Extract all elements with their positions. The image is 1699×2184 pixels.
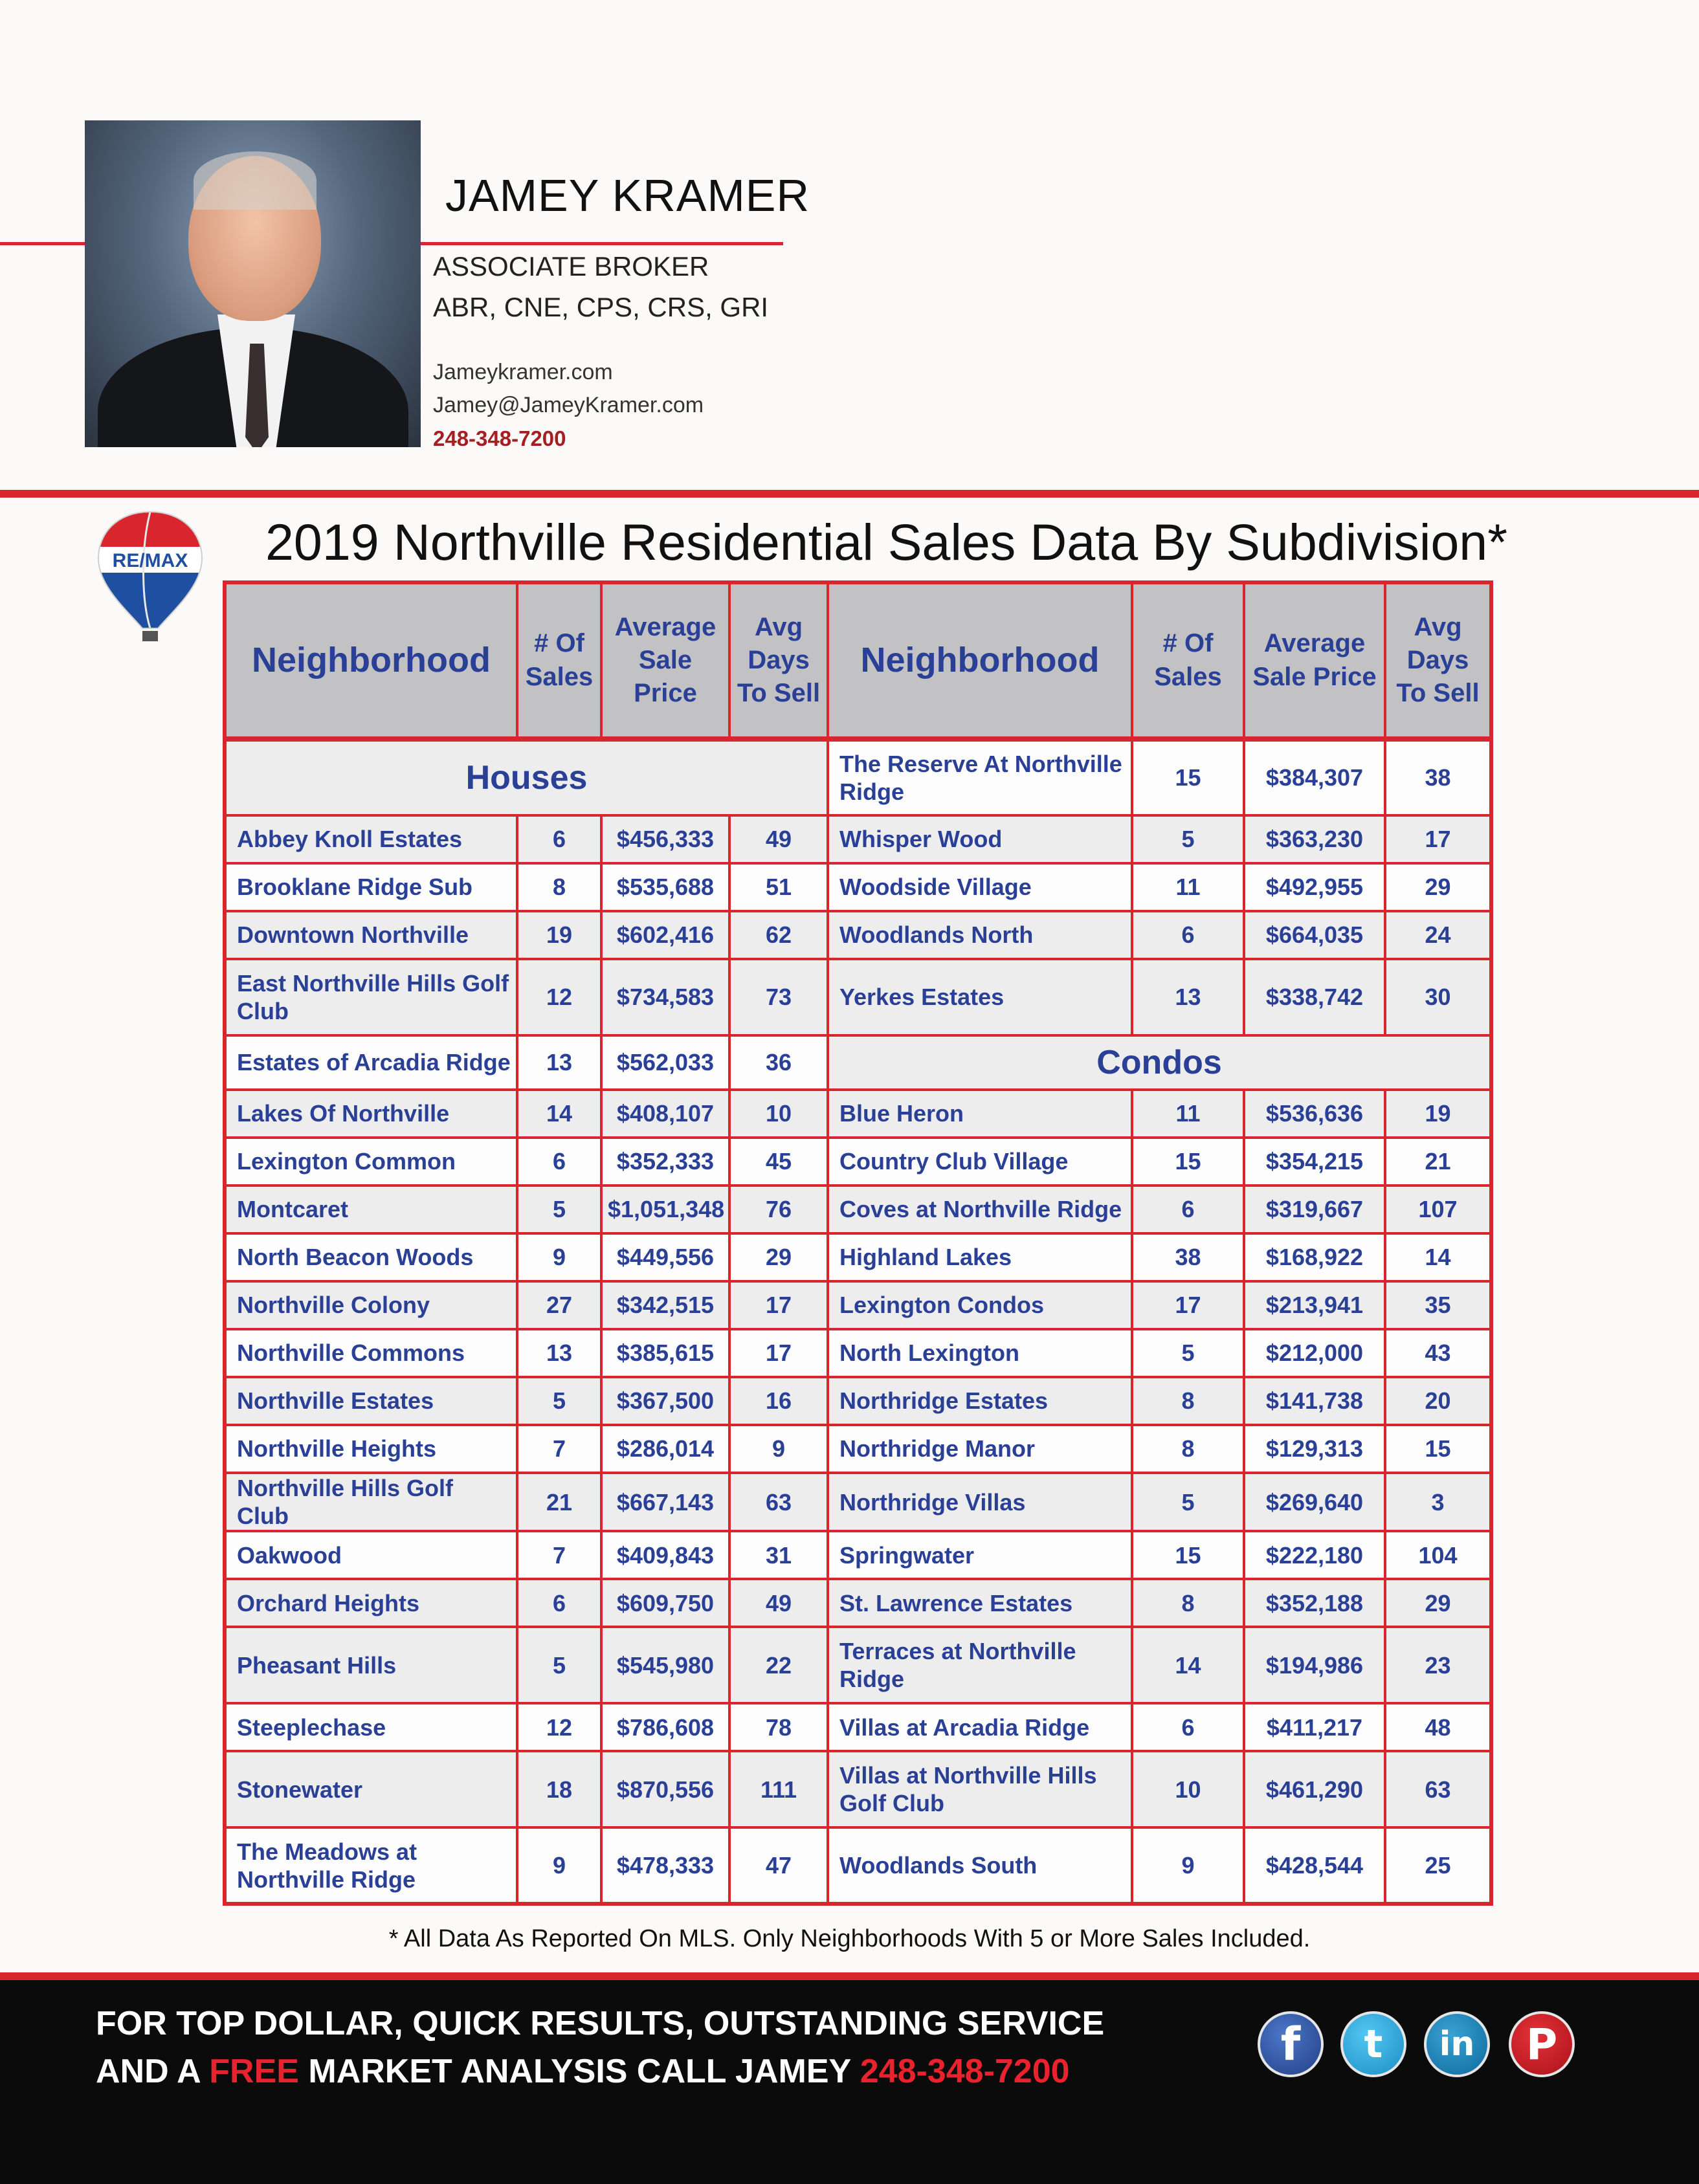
sales-count-cell: 15 bbox=[1132, 1138, 1244, 1186]
neighborhood-cell: Northville Commons bbox=[225, 1329, 517, 1377]
neighborhood-cell: Lexington Common bbox=[225, 1138, 517, 1186]
sales-count-cell: 5 bbox=[517, 1186, 601, 1233]
column-header-price: Average Sale Price bbox=[1244, 582, 1385, 739]
sales-count-cell: 7 bbox=[517, 1531, 601, 1579]
avg-price-cell: $319,667 bbox=[1244, 1186, 1385, 1233]
table-row bbox=[225, 1035, 1491, 1090]
avg-days-cell: 45 bbox=[729, 1138, 828, 1186]
table-row bbox=[225, 863, 1491, 911]
avg-days-cell: 73 bbox=[729, 959, 828, 1035]
neighborhood-cell: Northville Colony bbox=[225, 1281, 517, 1329]
avg-days-cell: 20 bbox=[1385, 1377, 1491, 1425]
table-row bbox=[225, 911, 1491, 959]
neighborhood-cell: Villas at Northville Hills Golf Club bbox=[828, 1751, 1132, 1827]
sales-count-cell: 13 bbox=[1132, 959, 1244, 1035]
sales-count-cell: 12 bbox=[517, 1703, 601, 1751]
avg-days-cell: 15 bbox=[1385, 1425, 1491, 1473]
sales-count-cell: 13 bbox=[517, 1035, 601, 1090]
avg-price-cell: $352,188 bbox=[1244, 1579, 1385, 1627]
linkedin-icon[interactable]: in bbox=[1424, 2011, 1490, 2077]
neighborhood-cell: Montcaret bbox=[225, 1186, 517, 1233]
neighborhood-cell: Blue Heron bbox=[828, 1090, 1132, 1138]
neighborhood-cell: Oakwood bbox=[225, 1531, 517, 1579]
neighborhood-cell: Downtown Northville bbox=[225, 911, 517, 959]
neighborhood-cell: Yerkes Estates bbox=[828, 959, 1132, 1035]
avg-days-cell: 49 bbox=[729, 1579, 828, 1627]
avg-days-cell: 104 bbox=[1385, 1531, 1491, 1579]
agent-photo bbox=[85, 120, 421, 447]
table-row bbox=[225, 1627, 1491, 1703]
sales-count-cell: 15 bbox=[1132, 739, 1244, 815]
sales-count-cell: 9 bbox=[517, 1233, 601, 1281]
table-row bbox=[225, 1233, 1491, 1281]
avg-price-cell: $664,035 bbox=[1244, 911, 1385, 959]
avg-days-cell: 9 bbox=[729, 1425, 828, 1473]
avg-days-cell: 62 bbox=[729, 911, 828, 959]
table-row bbox=[225, 1090, 1491, 1138]
neighborhood-cell: Abbey Knoll Estates bbox=[225, 815, 517, 863]
avg-price-cell: $870,556 bbox=[601, 1751, 729, 1827]
neighborhood-cell: Woodlands South bbox=[828, 1827, 1132, 1904]
table-row bbox=[225, 1281, 1491, 1329]
neighborhood-cell: The Reserve At Northville Ridge bbox=[828, 739, 1132, 815]
sales-count-cell: 5 bbox=[517, 1377, 601, 1425]
neighborhood-cell: Orchard Heights bbox=[225, 1579, 517, 1627]
remax-balloon-icon bbox=[96, 508, 205, 650]
neighborhood-cell: Terraces at Northville Ridge bbox=[828, 1627, 1132, 1703]
top-divider bbox=[0, 490, 1699, 498]
avg-price-cell: $667,143 bbox=[601, 1473, 729, 1531]
sales-count-cell: 5 bbox=[1132, 1329, 1244, 1377]
neighborhood-cell: Estates of Arcadia Ridge bbox=[225, 1035, 517, 1090]
sales-count-cell: 13 bbox=[517, 1329, 601, 1377]
neighborhood-cell: St. Lawrence Estates bbox=[828, 1579, 1132, 1627]
avg-days-cell: 107 bbox=[1385, 1186, 1491, 1233]
avg-price-cell: $354,215 bbox=[1244, 1138, 1385, 1186]
sales-count-cell: 27 bbox=[517, 1281, 601, 1329]
sales-count-cell: 11 bbox=[1132, 863, 1244, 911]
avg-days-cell: 36 bbox=[729, 1035, 828, 1090]
table-row bbox=[225, 1138, 1491, 1186]
sales-count-cell: 6 bbox=[1132, 1186, 1244, 1233]
neighborhood-cell: East Northville Hills Golf Club bbox=[225, 959, 517, 1035]
sales-count-cell: 6 bbox=[517, 815, 601, 863]
sales-count-cell: 6 bbox=[517, 1579, 601, 1627]
sales-count-cell: 6 bbox=[1132, 911, 1244, 959]
avg-days-cell: 78 bbox=[729, 1703, 828, 1751]
column-header-sales: # Of Sales bbox=[1132, 582, 1244, 739]
avg-price-cell: $411,217 bbox=[1244, 1703, 1385, 1751]
avg-price-cell: $385,615 bbox=[601, 1329, 729, 1377]
avg-days-cell: 111 bbox=[729, 1751, 828, 1827]
report-title: 2019 Northville Residential Sales Data By Subdivision* bbox=[265, 513, 1507, 571]
sales-count-cell: 14 bbox=[1132, 1627, 1244, 1703]
avg-price-cell: $562,033 bbox=[601, 1035, 729, 1090]
table-row bbox=[225, 739, 1491, 815]
avg-days-cell: 14 bbox=[1385, 1233, 1491, 1281]
avg-days-cell: 16 bbox=[729, 1377, 828, 1425]
avg-price-cell: $363,230 bbox=[1244, 815, 1385, 863]
table-row bbox=[225, 1751, 1491, 1827]
table-row bbox=[225, 1579, 1491, 1627]
sales-count-cell: 18 bbox=[517, 1751, 601, 1827]
avg-days-cell: 25 bbox=[1385, 1827, 1491, 1904]
header-rule-right bbox=[421, 242, 783, 245]
table-row bbox=[225, 1425, 1491, 1473]
avg-days-cell: 10 bbox=[729, 1090, 828, 1138]
table-row bbox=[225, 1377, 1491, 1425]
sales-count-cell: 11 bbox=[1132, 1090, 1244, 1138]
sales-count-cell: 19 bbox=[517, 911, 601, 959]
section-header-condos: Condos bbox=[828, 1035, 1491, 1090]
sales-count-cell: 17 bbox=[1132, 1281, 1244, 1329]
avg-days-cell: 63 bbox=[1385, 1751, 1491, 1827]
avg-days-cell: 17 bbox=[729, 1329, 828, 1377]
neighborhood-cell: Woodlands North bbox=[828, 911, 1132, 959]
neighborhood-cell: Stonewater bbox=[225, 1751, 517, 1827]
sales-count-cell: 8 bbox=[1132, 1579, 1244, 1627]
twitter-icon[interactable]: t bbox=[1340, 2011, 1406, 2077]
cta-free: FREE bbox=[209, 2053, 299, 2090]
sales-count-cell: 8 bbox=[1132, 1377, 1244, 1425]
table-row bbox=[225, 1703, 1491, 1751]
avg-days-cell: 38 bbox=[1385, 739, 1491, 815]
avg-price-cell: $129,313 bbox=[1244, 1425, 1385, 1473]
neighborhood-cell: Woodside Village bbox=[828, 863, 1132, 911]
avg-days-cell: 30 bbox=[1385, 959, 1491, 1035]
agent-title: ASSOCIATE BROKER bbox=[433, 251, 709, 281]
avg-days-cell: 76 bbox=[729, 1186, 828, 1233]
neighborhood-cell: Northville Estates bbox=[225, 1377, 517, 1425]
cta-line-1: FOR TOP DOLLAR, QUICK RESULTS, OUTSTANDING SERVICE bbox=[96, 2005, 1105, 2042]
avg-price-cell: $408,107 bbox=[601, 1090, 729, 1138]
neighborhood-cell: Country Club Village bbox=[828, 1138, 1132, 1186]
neighborhood-cell: The Meadows at Northville Ridge bbox=[225, 1827, 517, 1904]
agent-phone[interactable]: 248-348-7200 bbox=[433, 426, 566, 450]
neighborhood-cell: Pheasant Hills bbox=[225, 1627, 517, 1703]
avg-price-cell: $535,688 bbox=[601, 863, 729, 911]
sales-count-cell: 6 bbox=[1132, 1703, 1244, 1751]
avg-days-cell: 43 bbox=[1385, 1329, 1491, 1377]
neighborhood-cell: Northridge Villas bbox=[828, 1473, 1132, 1531]
sales-count-cell: 5 bbox=[1132, 1473, 1244, 1531]
avg-days-cell: 48 bbox=[1385, 1703, 1491, 1751]
avg-price-cell: $286,014 bbox=[601, 1425, 729, 1473]
sales-count-cell: 10 bbox=[1132, 1751, 1244, 1827]
pinterest-icon[interactable]: P bbox=[1509, 2011, 1575, 2077]
avg-price-cell: $609,750 bbox=[601, 1579, 729, 1627]
avg-price-cell: $338,742 bbox=[1244, 959, 1385, 1035]
neighborhood-cell: Brooklane Ridge Sub bbox=[225, 863, 517, 911]
avg-price-cell: $168,922 bbox=[1244, 1233, 1385, 1281]
avg-days-cell: 35 bbox=[1385, 1281, 1491, 1329]
avg-days-cell: 23 bbox=[1385, 1627, 1491, 1703]
avg-price-cell: $384,307 bbox=[1244, 739, 1385, 815]
table-row bbox=[225, 1473, 1491, 1531]
neighborhood-cell: Lakes Of Northville bbox=[225, 1090, 517, 1138]
avg-days-cell: 21 bbox=[1385, 1138, 1491, 1186]
section-header-houses: Houses bbox=[225, 739, 828, 815]
avg-price-cell: $367,500 bbox=[601, 1377, 729, 1425]
avg-price-cell: $492,955 bbox=[1244, 863, 1385, 911]
avg-days-cell: 24 bbox=[1385, 911, 1491, 959]
agent-website-link[interactable]: Jameykramer.com bbox=[433, 360, 613, 384]
avg-price-cell: $194,986 bbox=[1244, 1627, 1385, 1703]
avg-price-cell: $222,180 bbox=[1244, 1531, 1385, 1579]
table-header-row bbox=[225, 582, 1491, 739]
table-row bbox=[225, 815, 1491, 863]
avg-price-cell: $734,583 bbox=[601, 959, 729, 1035]
remax-logo-text: RE/MAX bbox=[112, 550, 188, 571]
sales-count-cell: 38 bbox=[1132, 1233, 1244, 1281]
agent-email-link[interactable]: Jamey@JameyKramer.com bbox=[433, 393, 704, 417]
table-row bbox=[225, 1531, 1491, 1579]
neighborhood-cell: North Beacon Woods bbox=[225, 1233, 517, 1281]
column-header-neighborhood: Neighborhood bbox=[225, 582, 517, 739]
avg-price-cell: $409,843 bbox=[601, 1531, 729, 1579]
neighborhood-cell: North Lexington bbox=[828, 1329, 1132, 1377]
neighborhood-cell: Northridge Estates bbox=[828, 1377, 1132, 1425]
table-row bbox=[225, 1186, 1491, 1233]
column-header-days: Avg Days To Sell bbox=[729, 582, 828, 739]
sales-count-cell: 5 bbox=[1132, 815, 1244, 863]
avg-price-cell: $213,941 bbox=[1244, 1281, 1385, 1329]
avg-days-cell: 29 bbox=[1385, 1579, 1491, 1627]
column-header-days: Avg Days To Sell bbox=[1385, 582, 1491, 739]
table-row bbox=[225, 1329, 1491, 1377]
bottom-divider bbox=[0, 1972, 1699, 1980]
avg-days-cell: 17 bbox=[1385, 815, 1491, 863]
facebook-icon[interactable]: f bbox=[1258, 2011, 1324, 2077]
column-header-neighborhood: Neighborhood bbox=[828, 582, 1132, 739]
sales-table bbox=[223, 580, 1493, 1906]
table-row bbox=[225, 1827, 1491, 1904]
column-header-price: Average Sale Price bbox=[601, 582, 729, 739]
avg-price-cell: $449,556 bbox=[601, 1233, 729, 1281]
sales-count-cell: 8 bbox=[1132, 1425, 1244, 1473]
sales-count-cell: 15 bbox=[1132, 1531, 1244, 1579]
avg-days-cell: 17 bbox=[729, 1281, 828, 1329]
avg-days-cell: 19 bbox=[1385, 1090, 1491, 1138]
neighborhood-cell: Northville Heights bbox=[225, 1425, 517, 1473]
neighborhood-cell: Highland Lakes bbox=[828, 1233, 1132, 1281]
neighborhood-cell: Springwater bbox=[828, 1531, 1132, 1579]
footnote: * All Data As Reported On MLS. Only Neighborhoods With 5 or More Sales Included. bbox=[388, 1925, 1311, 1952]
header-rule-left bbox=[0, 242, 85, 245]
avg-price-cell: $141,738 bbox=[1244, 1377, 1385, 1425]
sales-count-cell: 7 bbox=[517, 1425, 601, 1473]
avg-days-cell: 47 bbox=[729, 1827, 828, 1904]
avg-price-cell: $428,544 bbox=[1244, 1827, 1385, 1904]
avg-days-cell: 22 bbox=[729, 1627, 828, 1703]
agent-credentials: ABR, CNE, CPS, CRS, GRI bbox=[433, 292, 769, 322]
avg-days-cell: 63 bbox=[729, 1473, 828, 1531]
neighborhood-cell: Northridge Manor bbox=[828, 1425, 1132, 1473]
cta-phone[interactable]: 248-348-7200 bbox=[860, 2053, 1070, 2090]
avg-price-cell: $212,000 bbox=[1244, 1329, 1385, 1377]
avg-price-cell: $786,608 bbox=[601, 1703, 729, 1751]
avg-days-cell: 29 bbox=[1385, 863, 1491, 911]
neighborhood-cell: Steeplechase bbox=[225, 1703, 517, 1751]
sales-count-cell: 9 bbox=[1132, 1827, 1244, 1904]
column-header-sales: # Of Sales bbox=[517, 582, 601, 739]
avg-days-cell: 3 bbox=[1385, 1473, 1491, 1531]
avg-price-cell: $269,640 bbox=[1244, 1473, 1385, 1531]
sales-count-cell: 8 bbox=[517, 863, 601, 911]
neighborhood-cell: Lexington Condos bbox=[828, 1281, 1132, 1329]
avg-days-cell: 31 bbox=[729, 1531, 828, 1579]
avg-price-cell: $1,051,348 bbox=[601, 1186, 729, 1233]
avg-days-cell: 51 bbox=[729, 863, 828, 911]
avg-price-cell: $352,333 bbox=[601, 1138, 729, 1186]
sales-count-cell: 9 bbox=[517, 1827, 601, 1904]
sales-count-cell: 14 bbox=[517, 1090, 601, 1138]
agent-name: JAMEY KRAMER bbox=[445, 170, 810, 221]
call-to-action bbox=[96, 2000, 1104, 2095]
avg-price-cell: $342,515 bbox=[601, 1281, 729, 1329]
neighborhood-cell: Villas at Arcadia Ridge bbox=[828, 1703, 1132, 1751]
avg-days-cell: 29 bbox=[729, 1233, 828, 1281]
avg-price-cell: $461,290 bbox=[1244, 1751, 1385, 1827]
sales-count-cell: 6 bbox=[517, 1138, 601, 1186]
cta-line-2: AND A FREE MARKET ANALYSIS CALL JAMEY 248-348-7200 bbox=[96, 2053, 1070, 2090]
avg-price-cell: $478,333 bbox=[601, 1827, 729, 1904]
sales-count-cell: 5 bbox=[517, 1627, 601, 1703]
sales-count-cell: 21 bbox=[517, 1473, 601, 1531]
avg-price-cell: $536,636 bbox=[1244, 1090, 1385, 1138]
avg-days-cell: 49 bbox=[729, 815, 828, 863]
avg-price-cell: $602,416 bbox=[601, 911, 729, 959]
neighborhood-cell: Coves at Northville Ridge bbox=[828, 1186, 1132, 1233]
neighborhood-cell: Northville Hills Golf Club bbox=[225, 1473, 517, 1531]
sales-count-cell: 12 bbox=[517, 959, 601, 1035]
avg-price-cell: $456,333 bbox=[601, 815, 729, 863]
table-row bbox=[225, 959, 1491, 1035]
neighborhood-cell: Whisper Wood bbox=[828, 815, 1132, 863]
avg-price-cell: $545,980 bbox=[601, 1627, 729, 1703]
